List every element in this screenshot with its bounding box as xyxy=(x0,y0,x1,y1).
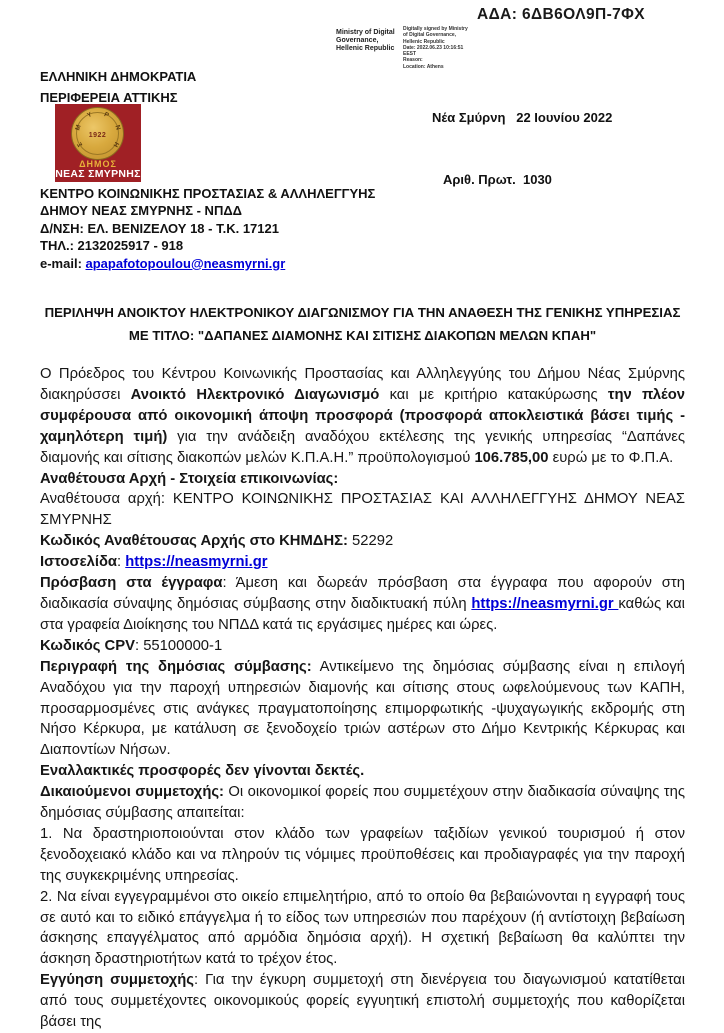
text-run: την πλέον συμφέρουσα από οικονομική άποψη προσφορά (προσφορά αποκλειστικά βάσει τιμής - χαμηλότερη τιμή) xyxy=(40,386,686,445)
text-run: : xyxy=(117,554,126,571)
text-run: Αντικείμενο της δημόσιας σύμβασης είναι η επιλογή Αναδόχου για την παροχή υπηρεσιών διαμονής και σίτισης στους ωφελούμενους των ΚΑΠΗ, προσαρμοσμένες στις ανάγκες πραγματοποίησης επιμορφωτικής -ψυχαγωγικής εκδρομής στη Νήσο Κέρκυρα, με κατάλυση σε ξενοδοχείο τριών αστέρων στο Δήμο Κεντρικής Κέρκυρας και Διαποντίων Νήσων. xyxy=(40,658,685,759)
paragraph xyxy=(40,636,685,657)
ada-code: ΑΔΑ: 6ΔΒ6ΟΛ9Π-7ΦΧ xyxy=(477,6,646,23)
contact-line: ΤΗΛ.: 2132025917 - 918 xyxy=(40,238,184,254)
paragraph xyxy=(40,573,685,636)
text-run: Κωδικός CPV xyxy=(40,637,135,654)
text-run: ευρώ με το Φ.Π.Α. xyxy=(548,449,674,466)
place-date: Νέα Σμύρνη 22 Ιουνίου 2022 xyxy=(432,110,613,125)
text-run: για την ανάδειξη αναδόχου εκτέλεσης της γενικής υπηρεσίας “Δαπάνες διαμονής και σίτισης διακοπών μελών Κ.Π.Α.Η.” προϋπολογισμού xyxy=(40,428,685,466)
signature-detail-line: Location: Athens xyxy=(403,63,444,70)
contact-line: ΚΕΝΤΡΟ ΚΟΙΝΩΝΙΚΗΣ ΠΡΟΣΤΑΣΙΑΣ & ΑΛΛΗΛΕΓΓΥΗΣ xyxy=(40,186,376,201)
signature-detail-line: EEST xyxy=(403,51,417,58)
signature-detail-line: Date: 2022.06.23 10:16:51 xyxy=(403,44,464,51)
paragraph xyxy=(40,782,685,824)
paragraph xyxy=(40,531,685,552)
text-run: Κωδικός Αναθέτουσας Αρχής στο ΚΗΜΔΗΣ: xyxy=(40,533,348,550)
text-run: και με κριτήριο κατακύρωσης xyxy=(379,386,608,403)
municipality-logo xyxy=(55,104,141,182)
ministry-signature-stamp: Ministry of Digital Governance, Hellenic Republic xyxy=(336,29,395,52)
contact-line: ΔΗΜΟΥ ΝΕΑΣ ΣΜΥΡΝΗΣ - ΝΠΔΔ xyxy=(40,203,243,219)
text-run: Περιγραφή της δημόσιας σύμβασης: xyxy=(40,658,312,675)
document-title xyxy=(40,302,685,347)
header-date-block xyxy=(432,67,612,211)
text-run: Ανοικτό Ηλεκτρονικό Διαγωνισμό xyxy=(130,386,380,403)
paragraph xyxy=(40,489,685,531)
municipality-seal-icon xyxy=(71,107,124,160)
signature-detail-line: Digitally signed by Ministry xyxy=(403,26,468,32)
text-run: 52292 xyxy=(347,533,394,550)
email-link[interactable]: apapafotopoulou@neasmyrni.gr xyxy=(85,255,286,271)
text-run: Οι οικονομικοί φορείς που συμμετέχουν στην διαδικασία σύναψης της δημόσιας σύμβασης απαιτείται: xyxy=(40,784,685,822)
paragraph xyxy=(40,364,685,469)
seal-letter: Η xyxy=(111,140,120,148)
text-run: : Άμεση και δωρεάν πρόσβαση στα έγγραφα που αφορούν στη διαδικασία σύναψης δημόσιας σύμβασης στην διαδικτυακή πύλη xyxy=(40,575,686,612)
protocol-number: Αριθ. Πρωτ. 1030 xyxy=(443,171,552,187)
header-authority-line: ΕΛΛΗΝΙΚΗ ΔΗΜΟΚΡΑΤΙΑ xyxy=(40,69,197,84)
text-run: 2. Να είναι εγγεγραμμένοι στο οικείο επιμελητήριο, από το οποίο θα βεβαιώνονται η εγγραφή τους σε αυτό και το ειδικό επάγγελμα ή το είδος των υπηρεσιών που παρέχουν (ή αντίστοιχη βεβαίωση άσκησης επαγγέλματος από αρμόδια δημόσια αρχή). Η σχετική βεβαίωση θα καλύπτει την άσκηση δραστηριοτήτων κατά το τρέχον έτος. xyxy=(40,888,685,968)
signature-detail-line: Reason: xyxy=(403,57,423,64)
paragraph xyxy=(40,761,685,782)
seal-letter: Μ xyxy=(73,123,82,131)
paragraph xyxy=(40,469,685,490)
text-run: Εγγύηση συμμετοχής xyxy=(40,972,194,989)
logo-neas-smyrnis-label: ΝΕΑΣ ΣΜΥΡΝΗΣ xyxy=(55,168,141,180)
seal-year: 1922 xyxy=(88,132,107,139)
text-run: : 55100000-1 xyxy=(134,637,223,654)
text-run: 1. Να δραστηριοποιούνται στον κλάδο των γραφείων ταξιδίων γενικού τουρισμού ή στον ξενοδοχειακό κλάδο και να πληρούν τις νόμιμες προϋποθέσεις και προδιαγραφές για την παροχή της συγκεκριμένης υπηρεσίας. xyxy=(40,825,685,884)
email-row xyxy=(40,255,375,272)
document-title-line2: ΜΕ ΤΙΤΛΟ: "ΔΑΠΑΝΕΣ ΔΙΑΜΟΝΗΣ ΚΑΙ ΣΙΤΙΣΗΣ ΔΙΑΚΟΠΩΝ ΜΕΛΩΝ ΚΠΑΗ" xyxy=(128,327,597,343)
hyperlink[interactable]: https://neasmyrni.gr xyxy=(471,595,619,612)
text-run: Εναλλακτικές προσφορές δεν γίνονται δεκτές. xyxy=(40,763,365,780)
seal-letter: Σ xyxy=(75,140,84,148)
text-run: Δικαιούμενοι συμμετοχής: xyxy=(40,784,224,801)
paragraph xyxy=(40,552,685,573)
document-body xyxy=(40,364,685,1033)
seal-letter: Ν xyxy=(113,123,122,131)
document-title-line1: ΠΕΡΙΛΗΨΗ ΑΝΟΙΚΤΟΥ ΗΛΕΚΤΡΟΝΙΚΟΥ ΔΙΑΓΩΝΙΣΜΟΥ ΓΙΑ ΤΗΝ ΑΝΑΘΕΣΗ ΤΗΣ ΓΕΝΙΚΗΣ ΥΠΗΡΕΣΙΑΣ xyxy=(44,305,681,320)
seal-letter: Ρ xyxy=(102,110,110,119)
text-run: : Για την έγκυρη συμμετοχή στη διενέργεια του διαγωνισμού κατατίθεται από τους συμμετέχοντες οικονομικούς φορείς εγγυητική επιστολή συμμετοχής που καθορίζεται βάσει της xyxy=(40,972,685,1031)
paragraph xyxy=(40,887,685,971)
contact-line: Δ/ΝΣΗ: ΕΛ. ΒΕΝΙΖΕΛΟΥ 18 - Τ.Κ. 17121 xyxy=(40,220,279,236)
contact-block xyxy=(40,185,375,272)
header-authority-lines xyxy=(40,67,196,108)
paragraph xyxy=(40,824,685,887)
email-label: e-mail: xyxy=(40,255,86,271)
paragraph xyxy=(40,657,685,762)
text-run: καθώς και στα γραφεία Διοίκησης του ΝΠΔΔ κατά τις εργάσιμες ημέρες και ώρες. xyxy=(40,595,685,633)
seal-letter: Υ xyxy=(85,110,93,119)
text-run: Αναθέτουσα Αρχή - Στοιχεία επικοινωνίας: xyxy=(40,470,339,487)
text-run: Πρόσβαση στα έγγραφα xyxy=(40,575,223,592)
text-run: 106.785,00 xyxy=(474,449,549,466)
contact-lines xyxy=(40,185,375,255)
logo-dimos-label: ΔΗΜΟΣ xyxy=(79,159,117,169)
signature-detail-line: Hellenic Republic xyxy=(403,38,445,45)
text-run: Αναθέτουσα αρχή: ΚΕΝΤΡΟ ΚΟΙΝΩΝΙΚΗΣ ΠΡΟΣΤΑΣΙΑΣ ΚΑΙ ΑΛΛΗΛΕΓΓΥΗΣ ΔΗΜΟΥ ΝΕΑΣ ΣΜΥΡΝΗΣ xyxy=(40,491,685,529)
header-authority-line: ΠΕΡΙΦΕΡΕΙΑ ΑΤΤΙΚΗΣ xyxy=(40,89,178,105)
text-run: Ιστοσελίδα xyxy=(40,554,118,571)
hyperlink[interactable]: https://neasmyrni.gr xyxy=(125,554,268,571)
text-run: Ο Πρόεδρος του Κέντρου Κοινωνικής Προστασίας και Αλληλεγγύης του Δήμου Νέας Σμύρνης διακηρύσσει xyxy=(40,366,685,403)
signature-detail-line: of Digital Governance, xyxy=(403,32,457,39)
signature-details xyxy=(403,26,495,70)
